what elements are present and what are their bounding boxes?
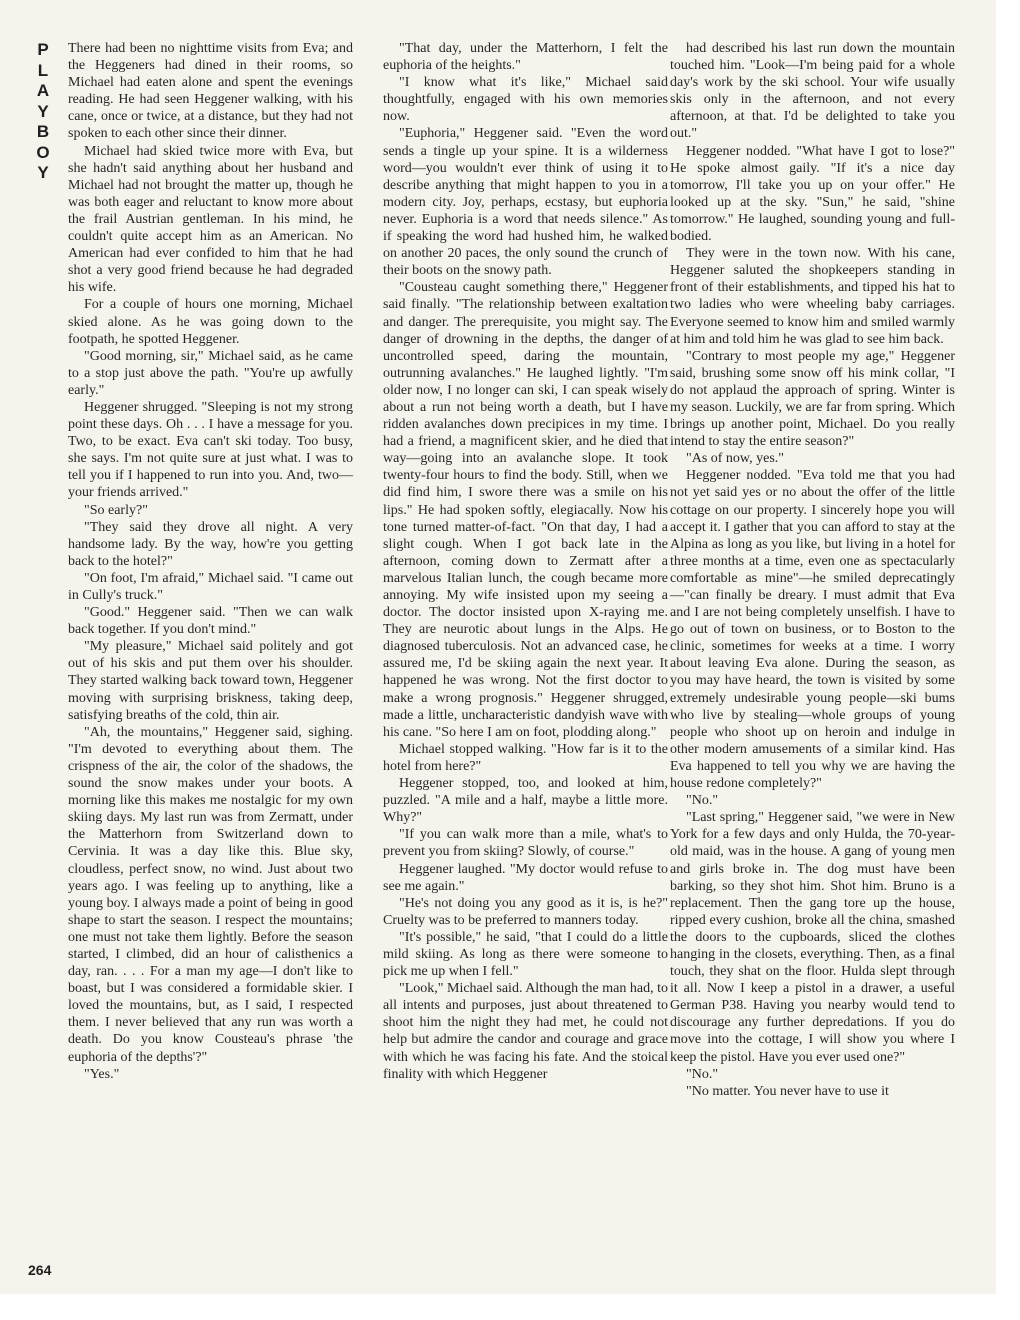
running-head-letter: A	[36, 81, 50, 100]
paragraph: Heggener nodded. "Eva told me that you had not yet said yes or no about the offer of the little cottage on our property. I sincerely hope you will accept it. I gather that you can afford to stay at the Alpina as long as you like, but living in a hotel for three months at a time, even one as spectacularly comfortable as mine"—he smiled deprecatingly—"can finally be dreary. I must admit that Eva and I are not being completely unselfish. I have to go out of town on business, or to Boston to the clinic, sometimes for weeks at a time. I worry about leaving Eva alone. During the season, as you may have heard, the town is visited by some extremely undesirable young people—ski bums who live by stealing—whole groups of young people who shoot up on heroin and indulge in other modern amusements of a similar kind. Has Eva happened to tell you why we are having the house redone completely?"	[670, 468, 955, 792]
paragraph: "As of now, yes."	[686, 451, 785, 467]
paragraph: Heggener laughed. "My doctor would refuse to see me again."	[383, 861, 668, 894]
page-margin-bottom	[0, 1294, 1020, 1320]
paragraph: "If you can walk more than a mile, what's to prevent you from skiing? Slowly, of course."	[383, 827, 668, 860]
page-number: 264	[28, 1262, 52, 1278]
paragraph: "They said they drove all night. A very handsome lady. By the way, how're you getting back to the hotel?"	[68, 519, 353, 569]
paragraph: "Yes."	[84, 1066, 120, 1082]
paragraph: Heggener shrugged. "Sleeping is not my strong point these days. Oh . . . I have a message for you. Two, to be exact. Eva can't ski today. Too busy, she says. I'm not quite sure at just what. I was to tell you if I happened to run into you. And, two—your friends arrived."	[68, 399, 353, 501]
paragraph: had described his last run down the mountain touched him. "Look—I'm being paid for a whole day's work by the ski school. Your wife usually skis only in the afternoon, and not every afternoon, at that. I'd be delighted to take you out."	[670, 41, 955, 142]
running-head-letter: L	[37, 60, 49, 80]
paragraph: "Good morning, sir," Michael said, as he came to a stop just above the path. "You're up awfully early."	[68, 348, 353, 398]
paragraph: "So early?"	[84, 502, 148, 518]
running-head-letter: P	[37, 40, 49, 59]
paragraph: "Look," Michael said. Although the man had, to all intents and purposes, just about threatened to shoot him the night they had met, he could not help but admire the candor and courage and grace with which he was facing his fate. And the stoical finality with which Heggener	[383, 981, 668, 1082]
paragraph: "Good." Heggener said. "Then we can walk back together. If you don't mind."	[68, 605, 353, 638]
paragraph: Michael stopped walking. "How far is it to the hotel from here?"	[383, 741, 668, 774]
text-column-1	[68, 40, 353, 1083]
running-head	[32, 40, 54, 184]
paragraph: "No."	[686, 793, 719, 809]
paragraph: "No."	[686, 1066, 719, 1082]
paragraph: Heggener nodded. "What have I got to lose?" He spoke almost gaily. "If it's a nice day tomorrow, I'll take you up on your offer." He looked up at the sky. "Sun," he said, "shine tomorrow." He laughed, sounding young and full-bodied.	[670, 143, 955, 245]
paragraph: "No matter. You never have to use it	[686, 1083, 889, 1099]
paragraph: "Cousteau caught something there," Heggener said finally. "The relationship between exaltation and danger. The prerequisite, you might say. The danger of drowning in the depths, the danger of uncontrolled speed, daring the mountain, outrunning avalanches." He laughed lightly. "I'm older now, I no longer can ski, I can speak wisely about a run not being worth a death, but I have ridden avalanches down precipices in my time. I had a friend, a magnificent skier, and he died that way—going into an avalanche slope. It took twenty-four hours to find the body. Still, when we did find him, I swore there was a smile on his lips." He had spoken softly, elegiacally. Now his tone turned matter-of-fact. "On that day, I had a slight cough. When I got back late in the afternoon, coming down to Zermatt after a marvelous Italian lunch, the cough became more annoying. My wife insisted upon my seeing a doctor. The doctor insisted upon X-raying me. They are neurotic about lungs in the Alps. He diagnosed tuberculosis. Not an advanced case, he assured me, I'd be skiing again the next year. It happened he was wrong. Not the first doctor to make a wrong prognosis." Heggener shrugged, made a little, uncharacteristic dandyish wave with his cane. "So here I am on foot, plodding along."	[383, 280, 668, 740]
paragraph: "Contrary to most people my age," Heggener said, brushing some snow off his mink collar, "I do not applaud the approach of spring. Winter is my season. Luckily, we are far from spring. Which brings up another point, Michael. Do you really intend to stay the entire season?"	[670, 348, 955, 450]
running-head-letter: O	[36, 142, 50, 162]
text-column-2	[383, 40, 668, 1083]
paragraph: For a couple of hours one morning, Michael skied alone. As he was going down to the footpath, he spotted Heggener.	[68, 297, 353, 347]
running-head-letter: Y	[37, 163, 49, 182]
paragraph: "Last spring," Heggener said, "we were in New York for a few days and only Hulda, the 70-year-old maid, was in the house. A gang of young men and girls broke in. The dog must have been barking, so they shot him. Shot him. Bruno is a replacement. Then the gang tore up the house, ripped every cushion, broke all the china, smashed the doors to the cupboards, sliced the clothes hanging in the closets, everything. Then, as a final touch, they shat on the floor. Hulda slept through it all. Now I keep a pistol in a drawer, a useful German P38. Having you nearby would tend to discourage any further depredations. If you do move into the cottage, I will show you where I keep the pistol. Have you ever used one?"	[670, 810, 955, 1065]
paragraph: "He's not doing you any good as it is, is he?" Cruelty was to be preferred to manners today.	[383, 895, 668, 928]
paragraph: There had been no nighttime visits from Eva; and the Heggeners had dined in their rooms, so Michael had eaten alone and spent the evenings reading. He had seen Heggener walking, with his cane, once or twice, at a distance, but they had not spoken to each other since their dinner.	[68, 41, 353, 142]
paragraph: "It's possible," he said, "that I could do a little mild skiing. As long as there were someone to pick me up when I fell."	[383, 929, 668, 980]
paragraph: "I know what it's like," Michael said thoughtfully, engaged with his own memories now.	[383, 75, 668, 125]
paragraph: "That day, under the Matterhorn, I felt the euphoria of the heights."	[383, 41, 668, 74]
paragraph: "My pleasure," Michael said politely and got out of his skis and put them over his shoulder. They started walking back toward town, Heggener moving with surprising briskness, taking deep, satisfying breaths of the cold, thin air.	[68, 639, 353, 723]
paragraph: Heggener stopped, too, and looked at him, puzzled. "A mile and a half, maybe a little more. Why?"	[383, 776, 668, 826]
paragraph: "Ah, the mountains," Heggener said, sighing. "I'm devoted to everything about them. The crispness of the air, the color of the shadows, the sound the snow makes under your boots. A morning like this makes me nostalgic for my own skiing days. My last run was from Zermatt, under the Matterhorn from Switzerland down to Cervinia. It was a day like this. Blue sky, cloudless, perfect snow, no wind. Just about two years ago. I was feeling up to anything, like a young boy. I always made a point of being in good shape to start the season. I respect the mountains; one must not take them lightly. Before the season started, I climbed, did an hour of calisthenics a day, ran. . . . For a man my age—I don't like to boast, but I was considered a formidable skier. I loved the mountains, but, as I said, I respected them. I never believed that any run was worth a death. Do you know Cousteau's phrase 'the euphoria of the depths'?"	[68, 724, 353, 1065]
running-head-letter: B	[36, 122, 50, 141]
paragraph: "On foot, I'm afraid," Michael said. "I came out in Cully's truck."	[68, 570, 353, 603]
page-margin-right	[996, 0, 1020, 1320]
paragraph: "Euphoria," Heggener said. "Even the word sends a tingle up your spine. It is a wilderness word—you wouldn't ever think of using it to describe anything that might happen to you in a modern city. Joy, perhaps, ecstasy, but euphoria never. Euphoria is a word that needs silence." As if speaking the word had hushed him, he walked on another 20 paces, the only sound the crunch of their boots on the snowy path.	[383, 126, 668, 279]
running-head-letter: Y	[37, 101, 49, 121]
paragraph: They were in the town now. With his cane, Heggener saluted the shopkeepers standing in front of their establishments, and tipped his hat to two ladies who were wheeling baby carriages. Everyone seemed to know him and smiled warmly at him and told him he was glad to see him back.	[670, 246, 955, 347]
text-column-3	[670, 40, 955, 1100]
paragraph: Michael had skied twice more with Eva, but she hadn't said anything about her husband and Michael had not brought the matter up, though he was both eager and reluctant to know more about the frail Austrian gentleman. In his mind, he couldn't quite accept him as an American. No American had ever confided to him that he had shot a very good friend because he had degraded his wife.	[68, 143, 353, 296]
